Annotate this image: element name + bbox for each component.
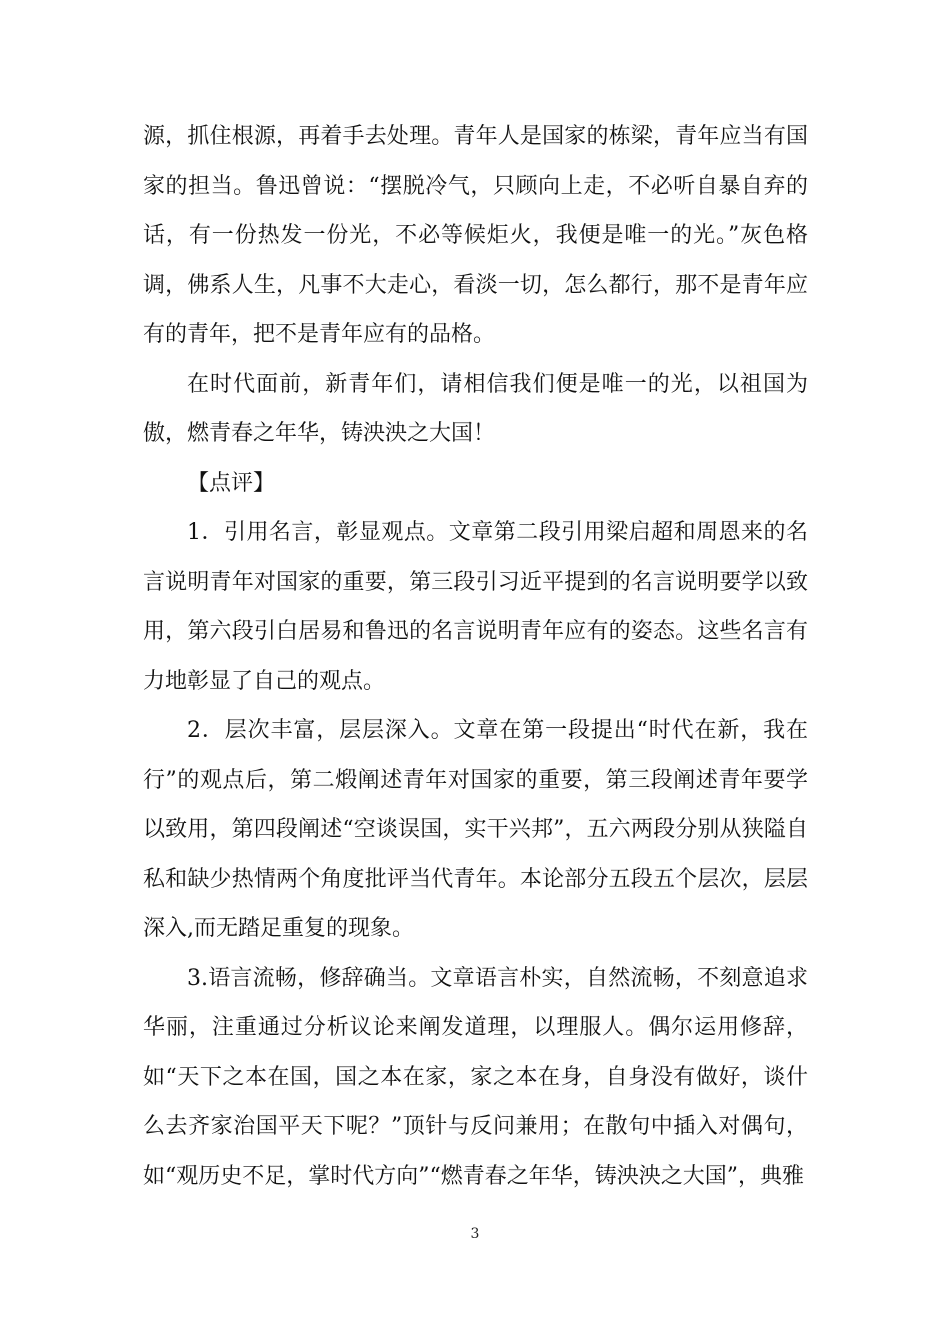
comment-heading: 【点评】 — [187, 470, 276, 496]
paragraph-conclusion: 在时代面前，新青年们，请相信我们便是唯一的光，以祖国为傲，燃青春之年华，铸泱泱之大国！ — [143, 371, 808, 446]
paragraph-continuation: 源，抓住根源，再着手去处理。青年人是国家的栋梁，青年应当有国家的担当。鲁迅曾说：“摆脱冷气，只顾向上走，不必听自暴自弃的话，有一份热发一份光，不必等候炬火，我便是唯一的光。”灰色格调，佛系人生，凡事不大走心，看淡一切，怎么都行，那不是青年应有的青年，把不是青年应有的品格。 — [143, 124, 808, 347]
comment-point-2: 2．层次丰富，层层深入。文章在第一段提出“时代在新，我在行”的观点后，第二煅阐述青年对国家的重要，第三段阐述青年要学以致用，第四段阐述“空谈误国，实干兴邦”，五六两段分别从狭隘自私和缺少热情两个角度批评当代青年。本论部分五段五个层次，层层深入,而无踏足重复的现象。 — [143, 718, 808, 941]
body-text — [143, 112, 808, 1201]
comment-point-1: 1．引用名言，彰显观点。文章第二段引用梁启超和周恩来的名言说明青年对国家的重要，第三段引习近平提到的名言说明要学以致用，第六段引白居易和鲁迅的名言说明青年应有的姿态。这些名言有力地彰显了自己的观点。 — [143, 520, 808, 694]
comment-point-3: 3.语言流畅，修辞确当。文章语言朴实，自然流畅，不刻意追求华丽，注重通过分析议论来阐发道理，以理服人。偶尔运用修辞，如“天下之本在国，国之本在家，家之本在身，自身没有做好，谈什么去齐家治国平天下呢？”顶针与反问兼用；在散句中插入对偶句，如“观历史不足，掌时代方向”“燃青春之年华，铸泱泱之大国”，典雅 — [143, 965, 808, 1189]
page-number: 3 — [470, 1226, 480, 1242]
